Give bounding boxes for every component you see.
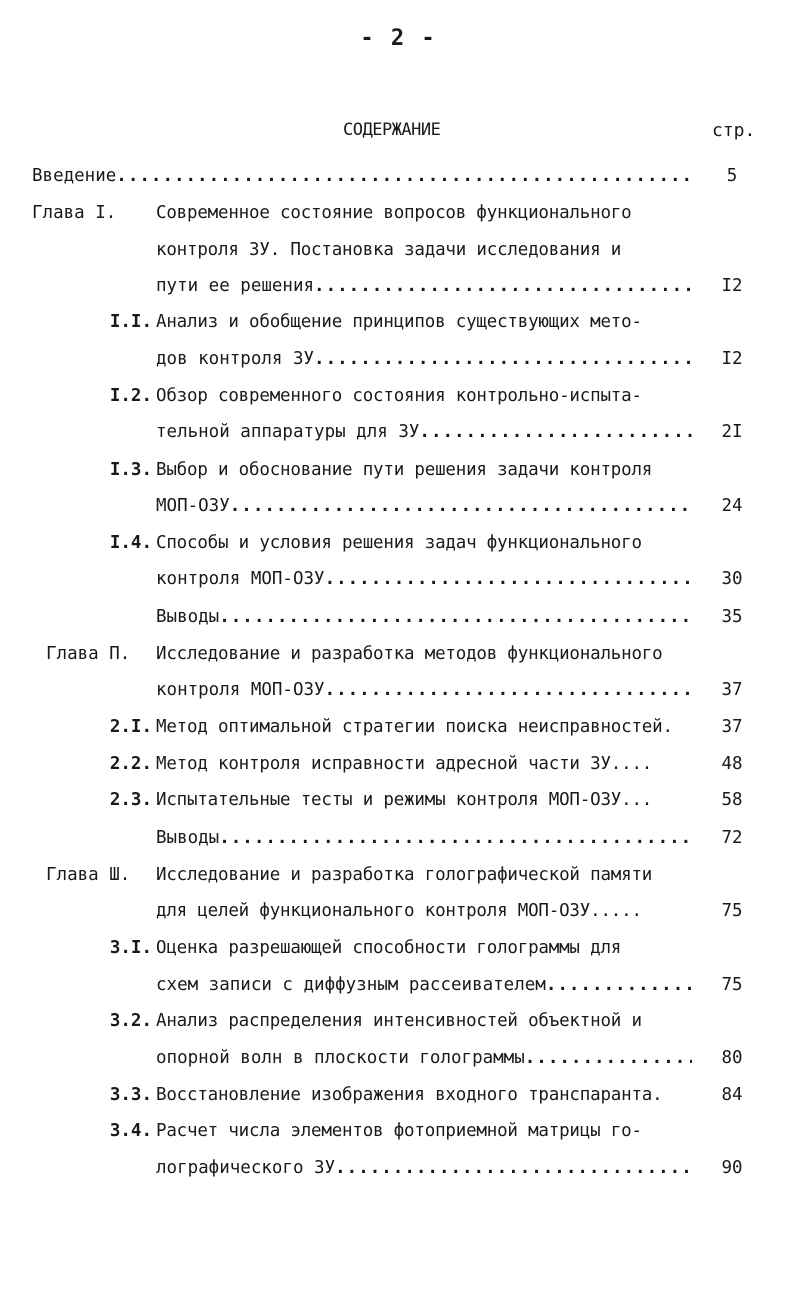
toc-entry-label: 3.I. xyxy=(109,938,152,958)
toc-entry-page: 37 xyxy=(721,717,743,737)
toc-entry-text: контроля МОП-ОЗУ xyxy=(156,680,325,700)
dot-leader xyxy=(116,164,692,188)
toc-entry-text: Обзор современного состояния контрольно-испыта- xyxy=(156,386,642,406)
dot-leader xyxy=(335,1156,692,1180)
toc-entry-page: 90 xyxy=(721,1158,743,1178)
dot-leader xyxy=(325,678,692,702)
toc-entry-page: 75 xyxy=(721,901,743,921)
toc-entry-page: 5 xyxy=(726,166,738,186)
toc-entry-page: 84 xyxy=(721,1085,743,1105)
dot-leader xyxy=(314,347,692,371)
toc-entry-text: Метод оптимальной стратегии поиска неисправностей. xyxy=(156,717,673,737)
toc-entry-page: 37 xyxy=(721,680,743,700)
toc-title: СОДЕРЖАНИЕ xyxy=(343,120,441,140)
toc-entry-text: Современное состояние вопросов функционального xyxy=(156,203,632,223)
toc-entry-line xyxy=(156,973,692,997)
toc-entry-label: Глава П. xyxy=(46,644,131,664)
toc-entry-text: Выбор и обоснование пути решения задачи контроля xyxy=(156,460,653,480)
toc-entry-label: 2.2. xyxy=(109,754,152,774)
toc-entry-text: Восстановление изображения входного транспаранта. xyxy=(156,1085,663,1105)
toc-entry-page: 2I xyxy=(721,422,743,442)
toc-entry-page: I2 xyxy=(721,349,743,369)
toc-entry-line xyxy=(156,1156,692,1180)
dot-leader xyxy=(525,1046,692,1070)
toc-entry-line xyxy=(32,164,692,188)
toc-entry-line xyxy=(156,494,692,518)
toc-entry-text: схем записи с диффузным рассеивателем xyxy=(156,975,546,995)
toc-entry-label: I.2. xyxy=(109,386,152,406)
toc-entry-text: МОП-ОЗУ xyxy=(156,496,230,516)
toc-entry-label: I.I. xyxy=(109,312,152,332)
dot-leader xyxy=(219,826,692,850)
toc-entry-text: дов контроля ЗУ xyxy=(156,349,315,369)
toc-entry-text: пути ее решения xyxy=(156,276,315,296)
toc-entry-text: Выводы xyxy=(156,607,220,627)
toc-entry-text: лографического ЗУ xyxy=(156,1158,336,1178)
toc-entry-line xyxy=(156,678,692,702)
toc-entry-text: Анализ и обобщение принципов существующих мето- xyxy=(156,312,642,332)
dot-leader xyxy=(219,605,692,629)
toc-entry-page: 80 xyxy=(721,1048,743,1068)
toc-entry-page: 24 xyxy=(721,496,743,516)
dot-leader xyxy=(230,494,692,518)
toc-entry-text: Исследование и разработка голографической памяти xyxy=(156,865,653,885)
toc-entry-text: Метод контроля исправности адресной части ЗУ.... xyxy=(156,754,653,774)
toc-entry-page: 72 xyxy=(721,828,743,848)
toc-entry-text: Выводы xyxy=(156,828,220,848)
dot-leader xyxy=(419,420,692,444)
toc-entry-text: Испытательные тесты и режимы контроля МОП-ОЗУ... xyxy=(156,790,653,810)
toc-entry-page: I2 xyxy=(721,276,743,296)
toc-entry-text: Введение xyxy=(32,166,117,186)
dot-leader xyxy=(314,274,692,298)
toc-entry-text: для целей функционального контроля МОП-ОЗУ..... xyxy=(156,901,642,921)
toc-entry-text: Анализ распределения интенсивностей объектной и xyxy=(156,1011,642,1031)
toc-entry-text: Расчет числа элементов фотоприемной матрицы го- xyxy=(156,1121,642,1141)
toc-entry-text: тельной аппаратуры для ЗУ xyxy=(156,422,420,442)
toc-entry-label: 3.3. xyxy=(109,1085,152,1105)
toc-entry-line xyxy=(156,1046,692,1070)
dot-leader xyxy=(325,567,692,591)
page-column-label: стр. xyxy=(712,120,756,141)
toc-entry-text: контроля МОП-ОЗУ xyxy=(156,569,325,589)
toc-entry-label: 2.3. xyxy=(109,790,152,810)
toc-entry-label: 3.4. xyxy=(109,1121,152,1141)
toc-entry-line xyxy=(156,274,692,298)
toc-entry-label: I.4. xyxy=(109,533,152,553)
page-number: - 2 - xyxy=(360,26,437,51)
toc-entry-label: I.3. xyxy=(109,460,152,480)
toc-entry-line xyxy=(156,420,692,444)
toc-entry-line xyxy=(156,347,692,371)
toc-entry-text: Оценка разрешающей способности голограммы для xyxy=(156,938,622,958)
toc-entry-line xyxy=(156,826,692,850)
toc-entry-page: 48 xyxy=(721,754,743,774)
toc-entry-text: Исследование и разработка методов функционального xyxy=(156,644,663,664)
toc-entry-page: 30 xyxy=(721,569,743,589)
toc-entry-label: Глава I. xyxy=(32,203,117,223)
toc-entry-text: контроля ЗУ. Постановка задачи исследования и xyxy=(156,240,622,260)
toc-entry-label: 3.2. xyxy=(109,1011,152,1031)
toc-entry-line xyxy=(156,567,692,591)
toc-entry-text: опорной волн в плоскости голограммы xyxy=(156,1048,525,1068)
toc-entry-page: 58 xyxy=(721,790,743,810)
toc-entry-page: 35 xyxy=(721,607,743,627)
toc-entry-line xyxy=(156,605,692,629)
toc-entry-text: Способы и условия решения задач функционального xyxy=(156,533,642,553)
toc-entry-label: 2.I. xyxy=(109,717,152,737)
dot-leader xyxy=(546,973,692,997)
toc-entry-page: 75 xyxy=(721,975,743,995)
toc-entry-label: Глава Ш. xyxy=(46,865,131,885)
